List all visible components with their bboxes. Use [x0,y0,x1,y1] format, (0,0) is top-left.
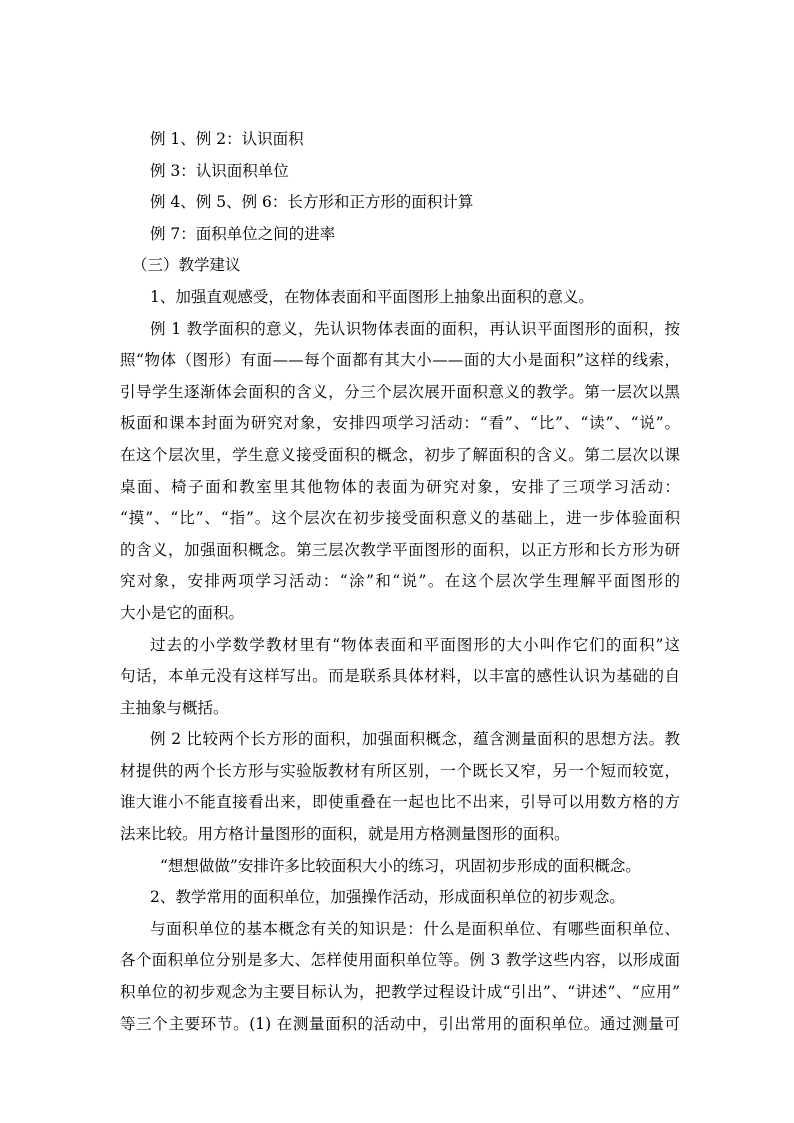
text-line: 的含义，加强面积概念。第三层次教学平面图形的面积，以正方形和长方形为研 [120,540,680,559]
text-line: 与面积单位的基本概念有关的知识是：什么是面积单位、有哪些面积单位、 [150,919,680,938]
text-line: 照“物体（图形）有面——每个面都有其大小——面的大小是面积”这样的线索， [120,351,680,370]
text-line: 主抽象与概括。 [120,698,229,717]
text-line: 积单位的初步观念为主要目标认为，把教学过程设计成“引出”、“讲述”、“应用” [120,983,680,1002]
text-line: 法来比较。用方格计量图形的面积，就是用方格测量图形的面积。 [120,825,570,844]
text-line: 例 7：面积单位之间的进率 [150,224,336,243]
text-line: 在这个层次里，学生意义接受面积的概念，初步了解面积的含义。第二层次以课 [120,445,680,464]
text-line: 桌面、椅子面和教室里其他物体的表面为研究对象，安排了三项学习活动： [120,477,680,496]
text-line: 过去的小学数学教材里有“物体表面和平面图形的大小叫作它们的面积”这 [150,635,680,654]
text-line: 各个面积单位分别是多大、怎样使用面积单位等。例 3 教学这些内容，以形成面 [120,951,680,970]
text-line: （三）教学建议 [132,256,241,275]
text-line: 例 1、例 2：认识面积 [150,130,304,148]
text-line: 例 4、例 5、例 6：长方形和正方形的面积计算 [150,193,474,212]
text-line: 例 1 教学面积的意义，先认识物体表面的面积，再认识平面图形的面积，按 [150,319,680,338]
text-line: 材提供的两个长方形与实验版教材有所区别，一个既长又窄，另一个短而较宽， [120,761,680,780]
document-page [120,124,680,1040]
text-line: “想想做做”安排许多比较面积大小的练习，巩固初步形成的面积概念。 [160,856,641,875]
text-line: 句话，本单元没有这样写出。而是联系具体材料，以丰富的感性认识为基础的自 [120,667,680,686]
text-line: 究对象，安排两项学习活动：“涂”和“说”。在这个层次学生理解平面图形的 [120,572,680,591]
text-line: “摸”、“比”、“指”。这个层次在初步接受面积意义的基础上，进一步体验面积 [120,509,680,528]
text-line: 引导学生逐渐体会面积的含义，分三个层次展开面积意义的教学。第一层次以黑 [120,382,680,401]
text-line: 板面和课本封面为研究对象，安排四项学习活动：“看”、“比”、“读”、“说”。 [120,414,680,433]
text-line: 1、加强直观感受，在物体表面和平面图形上抽象出面积的意义。 [150,287,594,306]
text-line: 大小是它的面积。 [120,603,245,622]
text-line: 谁大谁小不能直接看出来，即使重叠在一起也比不出来，引导可以用数方格的方 [120,793,680,812]
text-line: 例 3：认识面积单位 [150,161,289,180]
text-line: 等三个主要环节。(1) 在测量面积的活动中，引出常用的面积单位。通过测量可 [120,1014,680,1033]
text-line: 例 2 比较两个长方形的面积，加强面积概念，蕴含测量面积的思想方法。教 [150,730,680,749]
text-line: 2、教学常用的面积单位，加强操作活动，形成面积单位的初步观念。 [150,888,625,907]
